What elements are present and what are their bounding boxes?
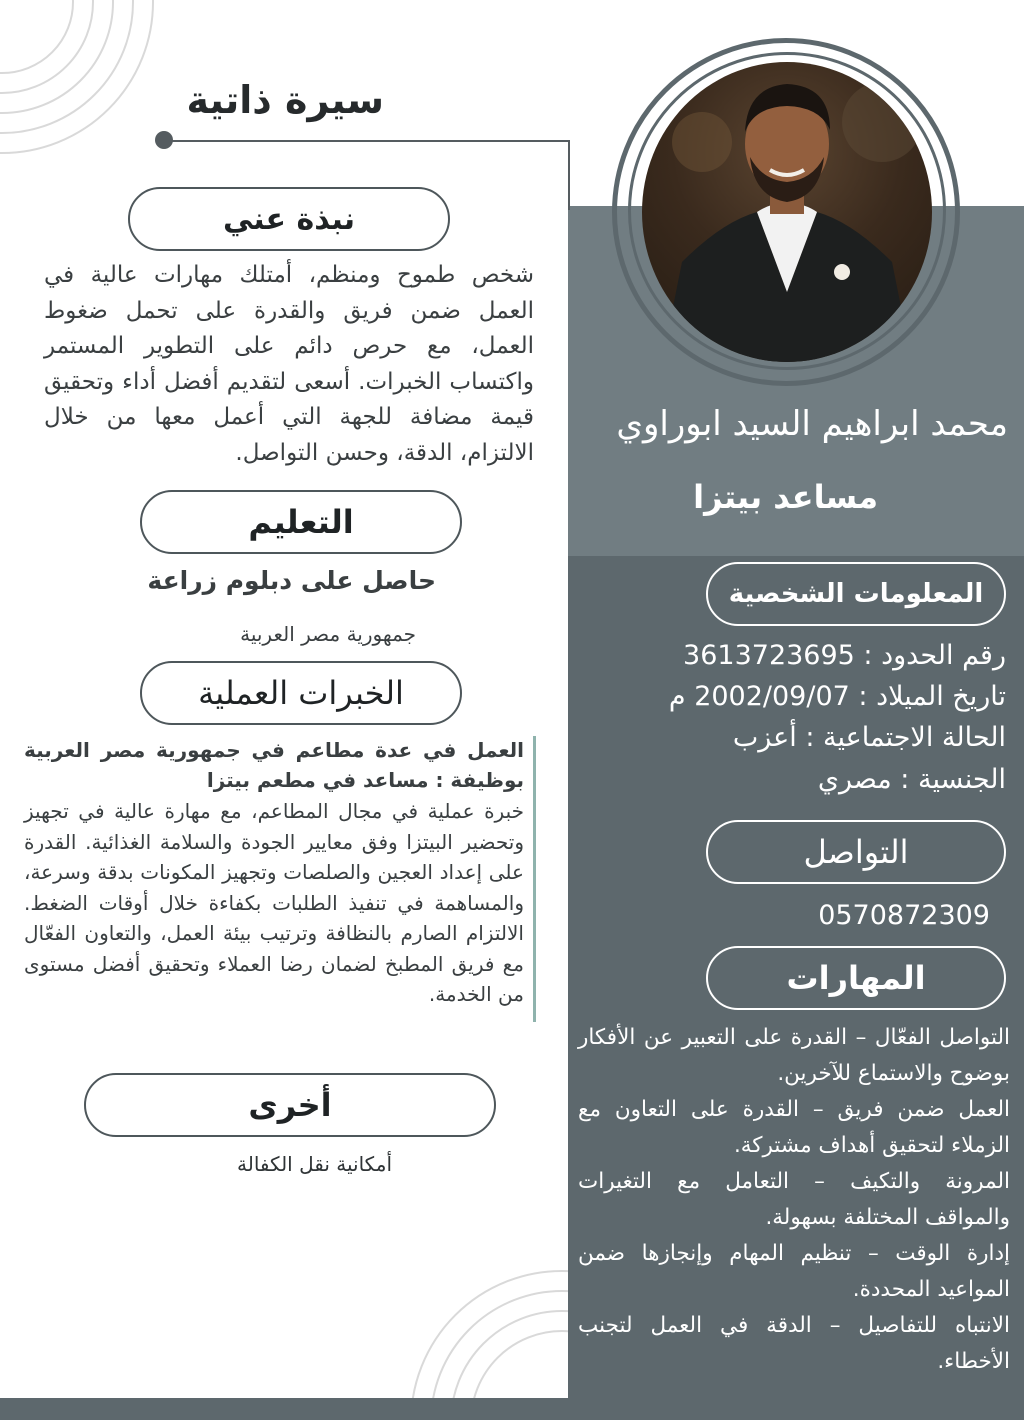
bottom-bar bbox=[0, 1398, 1024, 1420]
education-heading: التعليم bbox=[140, 490, 462, 554]
experience-line2: بوظيفة : مساعد في مطعم بيتزا bbox=[206, 768, 524, 792]
birth-date: تاريخ الميلاد : 2002/09/07 م bbox=[668, 681, 1006, 712]
skill-item: إدارة الوقت – تنظيم المهام وإنجازها ضمن المواعيد المحددة. bbox=[578, 1241, 1010, 1302]
title-divider-vertical bbox=[568, 140, 570, 210]
about-heading: نبذة عني bbox=[128, 187, 450, 251]
contact-heading: التواصل bbox=[706, 820, 1006, 884]
skills-list bbox=[578, 1020, 1010, 1380]
other-text: أمكانية نقل الكفالة bbox=[237, 1152, 392, 1176]
experience-details: خبرة عملية في مجال المطاعم، مع مهارة عالية في تجهيز وتحضير البيتزا وفق معايير الجودة والسلامة الغذائية. القدرة على إعداد العجين والصلصات وتجهيز المكونات بدقة وسرعة، والمساهمة في تنفيذ الطلبات بكفاءة خلال أوقات الضغط. الالتزام الصارم بالنظافة وترتيب بيئة العمل، والتعاون الفعّال مع فريق المطبخ لضمان رضا العملاء وتحقيق أفضل مستوى من الخدمة. bbox=[24, 799, 524, 1006]
person-portrait-icon bbox=[642, 62, 932, 362]
cv-title: سيرة ذاتية bbox=[186, 78, 384, 122]
experience-accent-line bbox=[533, 736, 536, 1022]
personal-heading: المعلومات الشخصية bbox=[706, 562, 1006, 626]
skill-item: الانتباه للتفاصيل – الدقة في العمل لتجنب الأخطاء. bbox=[578, 1313, 1010, 1374]
nationality: الجنسية : مصري bbox=[817, 764, 1006, 795]
title-dot bbox=[155, 131, 173, 149]
job-title: مساعد بيتزا bbox=[693, 478, 878, 516]
person-name: محمد ابراهيم السيد ابوراوي bbox=[616, 404, 1008, 444]
contact-phone[interactable]: 0570872309 bbox=[818, 900, 990, 931]
education-degree: حاصل على دبلوم زراعة bbox=[147, 566, 436, 595]
skill-item: المرونة والتكيف – التعامل مع التغيرات والمواقف المختلفة بسهولة. bbox=[578, 1169, 1010, 1230]
skills-heading: المهارات bbox=[706, 946, 1006, 1010]
about-text: شخص طموح ومنظم، أمتلك مهارات عالية في العمل ضمن فريق والقدرة على تحمل ضغوط العمل، مع حرص دائم على التطوير المستمر واكتساب الخبرات. أسعى لتقديم أفضل أداء وتحقيق قيمة مضافة للجهة التي أعمل معها من خلال الالتزام، الدقة، وحسن التواصل. bbox=[44, 262, 534, 466]
title-divider bbox=[164, 140, 570, 142]
experience-heading: الخبرات العملية bbox=[140, 661, 462, 725]
marital-status: الحالة الاجتماعية : أعزب bbox=[732, 722, 1006, 753]
other-heading: أخرى bbox=[84, 1073, 496, 1137]
education-country: جمهورية مصر العربية bbox=[240, 622, 416, 646]
experience-line1: العمل في عدة مطاعم في جمهورية مصر العربية bbox=[24, 738, 524, 762]
skill-item: العمل ضمن فريق – القدرة على التعاون مع الزملاء لتحقيق أهداف مشتركة. bbox=[578, 1097, 1010, 1158]
profile-photo bbox=[642, 62, 932, 362]
id-number: رقم الحدود : 3613723695 bbox=[683, 640, 1006, 671]
skill-item: التواصل الفعّال – القدرة على التعبير عن الأفكار بوضوح والاستماع للآخرين. bbox=[578, 1025, 1010, 1086]
